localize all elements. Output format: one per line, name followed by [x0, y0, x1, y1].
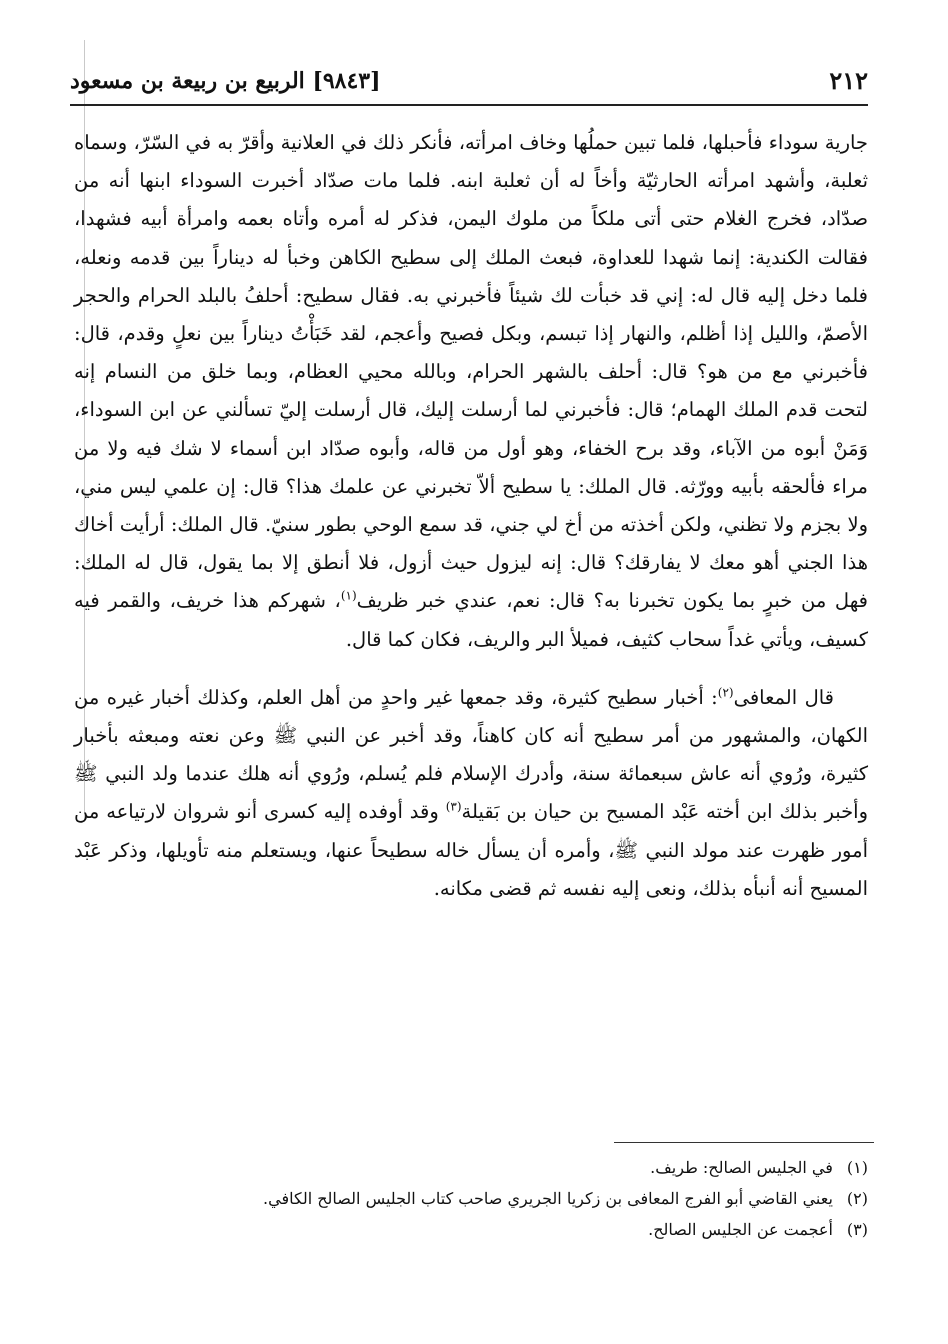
footnote-ref-2: (٢) [717, 685, 734, 700]
footnote-ref-3: (٣) [445, 799, 462, 814]
footnote-number: (١) [846, 1158, 868, 1177]
footnote-text: يعني القاضي أبو الفرج المعافى بن زكريا الجريري صاحب كتاب الجليس الصالح الكافي. [263, 1189, 833, 1208]
footnote-divider [614, 1142, 874, 1143]
page-number: ٢١٢ [829, 66, 868, 95]
running-title: [٩٨٤٣] الربيع بن ربيعة بن مسعود [70, 68, 381, 94]
paragraph-1-end: ، شهركم هذا خريف، والقمر فيه كسيف، ويأتي غداً سحاب كثيف، فميلأ البر والريف، فكان كما قال. [74, 589, 868, 651]
paragraph-1-text: جارية سوداء فأحبلها، فلما تبين حملُها وخاف امرأته، فأنكر ذلك في العلانية وأقرّ به في السّرّ، وسماه ثعلبة، وأشهد امرأته الحارثيّة وأخاً له أن ثعلبة ابنه. فلما مات صدّاد أخبرت السوداء ابنها أنه من صدّاد، فخرج الغلام حتى أتى ملكاً من ملوك اليمن، فذكر له أمره وأتاه بعمه وامرأة أبيه فشهدا، فقالت الكندية: إنما شهدا للعداوة، فبعث الملك إلى سطيح الكاهن وخبأ له ديناراً بين قدمه ونعله، فلما دخل إليه قال له: إني قد خبأت لك شيئاً فأخبرني به. فقال سطيح: أحلفُ بالبلد الحرام والحجر الأصمّ، والليل إذا أظلم، والنهار إذا تبسم، وبكل فصيح وأعجم، لقد خَبَأْتُ ديناراً بين نعلٍ وقدم، قال: فأخبرني مع من هو؟ قال: أحلف بالشهر الحرام، وبالله محيي العظام، وبما خلق من النسام إنه لتحت قدم الملك الهمام؛ قال: فأخبرني لما أرسلت إليك، قال أرسلت إليّ تسألني عن ابن السوداء، وَمَنْ أبوه من الآباء، وقد برح الخفاء، وهو أول من قاله، وأبوه صدّاد ابن أسماء لا شك فيه ولا من مراء فألحقه بأبيه وورّثه. قال الملك: يا سطيح ألاّ تخبرني عن علمك هذا؟ قال: إن علمي ليس مني، ولا بجزم ولا تظني، ولكن أخذته من أخ لي جني، قد سمع الوحي بطور سنيّ. قال الملك: أرأيت أخاك هذا الجني أهو معك لا يفارقك؟ قال: إنه ليزول حيث أزول، فلا أنطق إلا بما يقول، قال له الملك: فهل من خبرٍ بما يكون تخبرنا به؟ قال: نعم، عندي خبر ظريف [74, 131, 869, 613]
footnotes [74, 1152, 868, 1245]
footnote-text: في الجليس الصالح: طريف. [650, 1158, 833, 1177]
paragraph-2-start: قال المعافى [733, 685, 835, 709]
running-header [70, 62, 868, 106]
main-text [74, 124, 868, 908]
paragraph-1 [74, 124, 868, 659]
footnote-ref-1: (١) [340, 588, 357, 603]
footnote-text: أعجمت عن الجليس الصالح. [648, 1220, 833, 1239]
paragraph-2 [74, 679, 868, 908]
footnote-2 [74, 1183, 868, 1214]
footnote-1 [74, 1152, 868, 1183]
paragraph-2-end: وقد أوفده إليه كسرى أنو شروان لارتياعه من أمور ظهرت عند مولد النبي ﷺ، وأمره أن يسأل خاله سطيحاً عنها، ويستعلم منه تأويلها، وذكر عَبْد المسيح أنه أنبأه بذلك، ونعى إليه نفسه ثم قضى مكانه. [74, 800, 868, 900]
footnote-3 [74, 1214, 868, 1245]
footnote-number: (٢) [846, 1189, 868, 1208]
footnote-number: (٣) [846, 1220, 868, 1239]
paragraph-2-mid: : أخبار سطيح كثيرة، وقد جمعها غير واحدٍ من أهل العلم، وكذلك أخبار غيره من الكهان، والمشهور من أمر سطيح أنه كان كاهناً، وقد أخبر عن النبي ﷺ وعن نعته ومبعثه بأخبار كثيرة، ورُوي أنه عاش سبعمائة سنة، وأدرك الإسلام فلم يُسلم، ورُوي أنه هلك عندما ولد النبي ﷺ وأخبر بذلك ابن أخته عَبْد المسيح بن حيان بن بَقيلة [74, 685, 868, 824]
